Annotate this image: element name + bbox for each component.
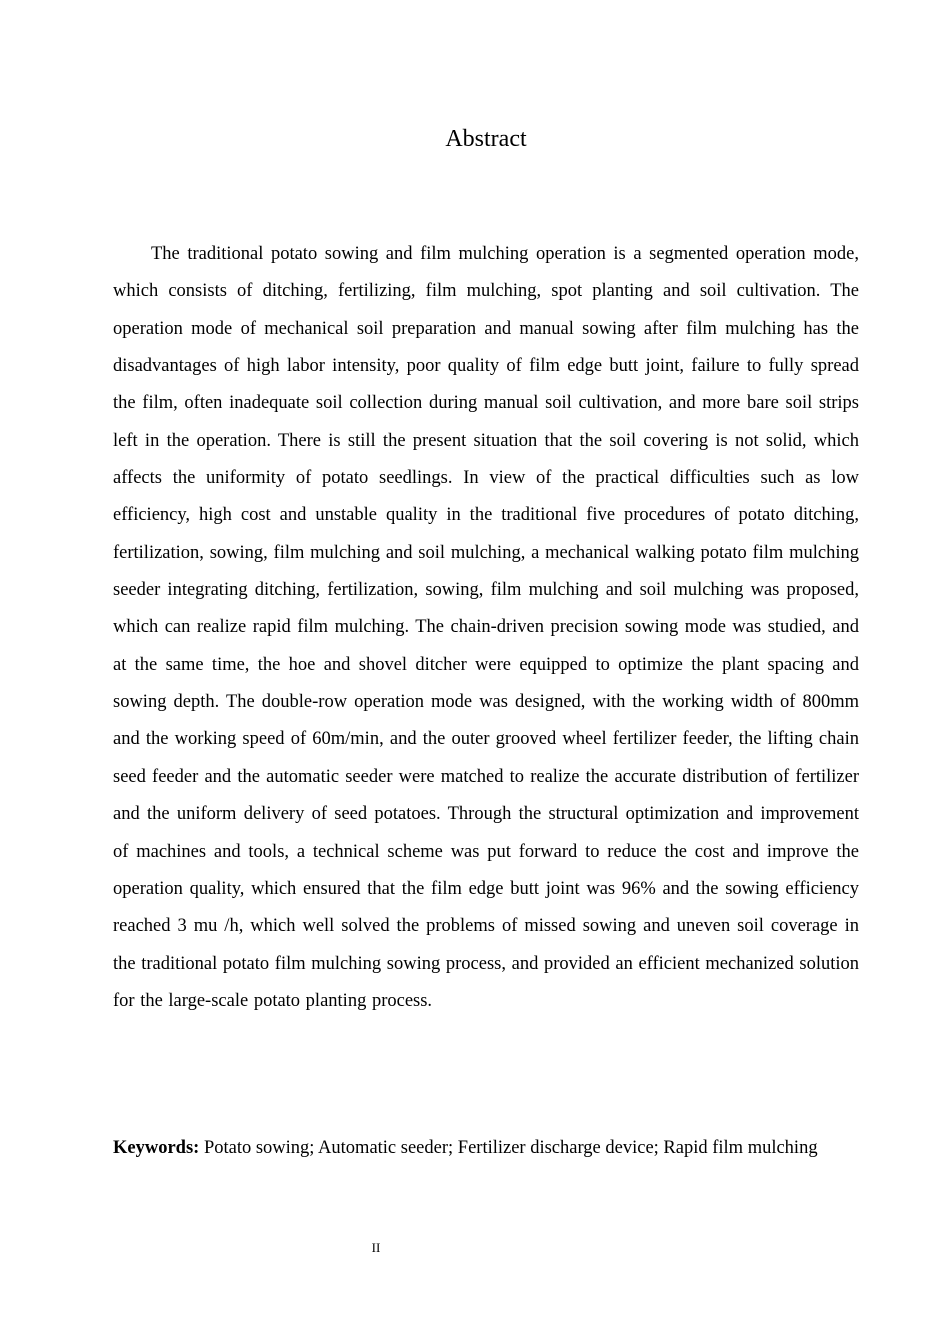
- keywords-label: Keywords:: [113, 1138, 200, 1158]
- abstract-body: The traditional potato sowing and film mulching operation is a segmented operation mode, which consists of ditching, fertilizing, film mulching, spot planting and soil cultivation. The operation mode of mechanical soil preparation and manual sowing after film mulching has the disadvantages of high labor intensity, poor quality of film edge butt joint, failure to fully spread the film, often inadequate soil collection during manual soil cultivation, and more bare soil strips left in the operation. There is still the present situation that the soil covering is not solid, which affects the uniformity of potato seedlings. In view of the practical difficulties such as low efficiency, high cost and unstable quality in the traditional five procedures of potato ditching, fertilization, sowing, film mulching and soil mulching, a mechanical walking potato film mulching seeder integrating ditching, fertilization, sowing, film mulching and soil mulching was proposed, which can realize rapid film mulching. The chain-driven precision sowing mode was studied, and at the same time, the hoe and shovel ditcher were equipped to optimize the plant spacing and sowing depth. The double-row operation mode was designed, with the working width of 800mm and the working speed of 60m/min, and the outer grooved wheel fertilizer feeder, the lifting chain seed feeder and the automatic seeder were matched to realize the accurate distribution of fertilizer and the uniform delivery of seed potatoes. Through the structural optimization and improvement of machines and tools, a technical scheme was put forward to reduce the cost and improve the operation quality, which ensured that the film edge butt joint was 96% and the sowing efficiency reached 3 mu /h, which well solved the problems of missed sowing and uneven soil coverage in the traditional potato film mulching sowing process, and provided an efficient mechanized solution for the large-scale potato planting process.: [113, 244, 859, 1011]
- page-number: II: [371, 1240, 381, 1255]
- keywords-paragraph: [113, 1130, 859, 1168]
- keywords-list: Potato sowing; Automatic seeder; Fertilizer discharge device; Rapid film mulching: [203, 1138, 818, 1158]
- page-title: Abstract: [445, 126, 527, 152]
